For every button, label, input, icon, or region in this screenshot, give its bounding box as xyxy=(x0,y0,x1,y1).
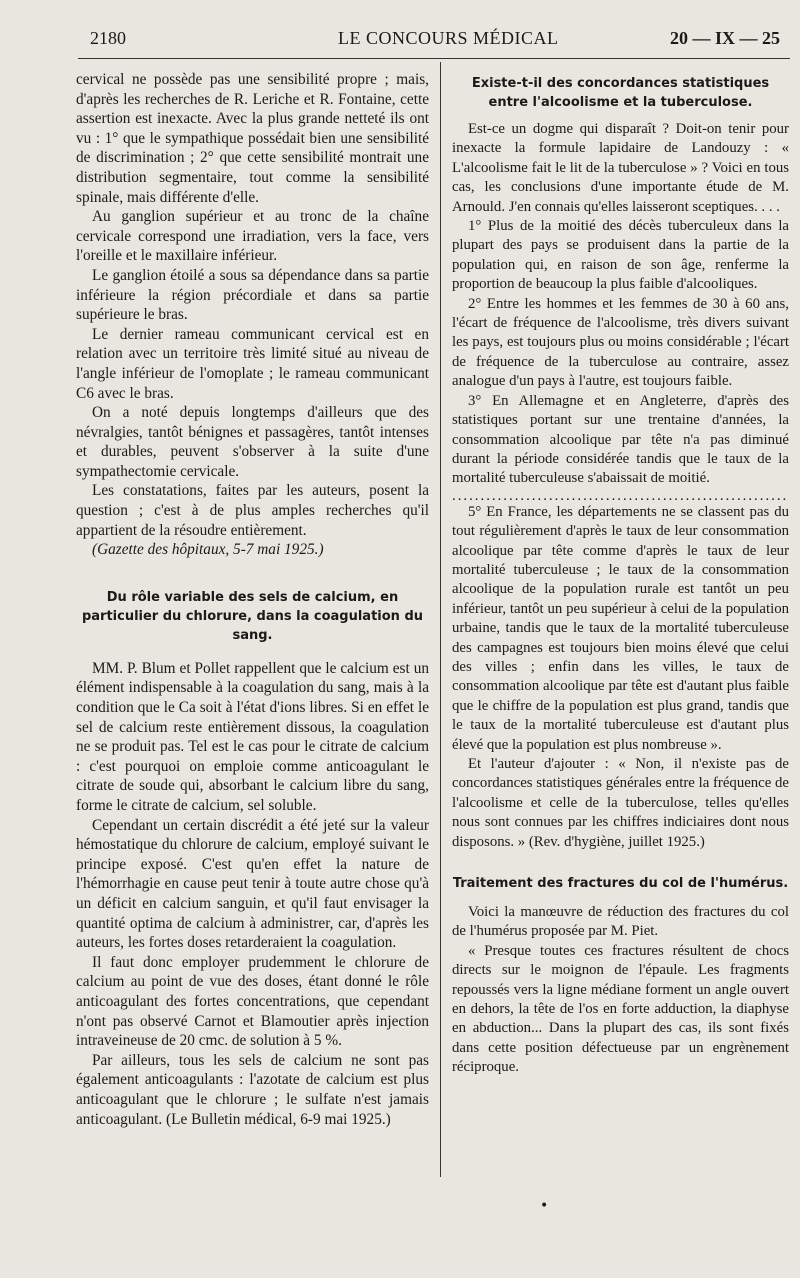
header-rule xyxy=(78,58,790,59)
ellipsis-dots: ........................................................... xyxy=(452,488,789,503)
paragraph: Au ganglion supérieur et au tronc de la chaîne cervicale correspond une irradiation, vers la face, vers l'oreille et le maxillaire inférieur. xyxy=(76,208,429,265)
column-rule xyxy=(440,62,441,1177)
page-header xyxy=(90,28,780,56)
page-number: 2180 xyxy=(90,28,126,48)
paragraph: Le ganglion étoilé a sous sa dépendance dans sa partie inférieure la région précordiale et dans sa partie supérieure le bras. xyxy=(76,266,429,324)
paragraph: Les constatations, faites par les auteurs, posent la question ; c'est à de plus amples recherches qu'il appartient de la résoudre entièrement. xyxy=(76,482,429,539)
paragraph: On a noté depuis longtemps d'ailleurs que des névralgies, tantôt bénignes et passagères, tantôt intenses et durables, peuvent s'observer à la suite d'une sympathectomie cervicale. xyxy=(76,404,429,480)
article-title-alcoolisme: Existe-t-il des concordances statistiques entre l'alcoolisme et la tuberculose. xyxy=(471,76,770,110)
source-citation: (Gazette des hôpitaux, 5-7 mai 1925.) xyxy=(92,541,324,559)
paragraph: Est-ce un dogme qui disparaît ? Doit-on tenir pour inexacte la formule lapidaire de Landouzy : « L'alcoolisme fait le lit de la tuberculose » ? Voici en tous cas, les conclusions d'une importante étude de M. Arnould. J'en connais qu'elles laisseront sceptiques. . . . xyxy=(452,121,789,215)
right-column xyxy=(452,74,789,1078)
article-title-calcium: Du rôle variable des sels de calcium, en particulier du chlorure, dans la coagulation du sang. xyxy=(81,589,424,643)
paragraph: 5° En France, les départements ne se classent pas du tout régulièrement d'après le taux de leur consommation alcoolique par tête comme d'après le taux de leur mortalité tuberculeuse ; le taux de la consommation alcoolique de la population rurale est tantôt un peu inférieur, tantôt un peu supérieur à celui de la population urbaine, tandis que le taux de la mortalité tuberculeuse des campagnes est toujours bien moins élevé que celui des villes ; enfin dans les villes, le taux de consommation alcoolique par tête est d'autant plus faible que le chiffre de la population est plus grand, tandis que le taux de la mortalité tuberculeuse est d'autant plus élevé que la population est plus nombreuse ». xyxy=(452,503,789,753)
paragraph: Le dernier rameau communicant cervical est en relation avec un territoire très limité situé au niveau de l'angle inférieur de l'omoplate ; le rameau communicant C6 avec le bras. xyxy=(76,325,429,402)
paragraph: Par ailleurs, tous les sels de calcium ne sont pas également anticoagulants : l'azotate de calcium est plus anticoagulant que le chlorure ; le sulfate n'est jamais anticoagulant. (Le Bulletin médical, 6-9 mai 1925.) xyxy=(76,1051,429,1128)
paragraph: Et l'auteur d'ajouter : « Non, il n'existe pas de concordances statistiques générales entre la fréquence de l'alcoolisme et celle de la tuberculose, telles qu'elles nous sont connues par les chiffres indiciaires dont nous disposons. » (Rev. d'hygiène, juillet 1925.) xyxy=(452,756,789,850)
article-title-humerus: Traitement des fractures du col de l'humérus. xyxy=(452,876,789,892)
bullet-mark: • xyxy=(540,1198,549,1214)
paragraph: 3° En Allemagne et en Angleterre, d'après des statistiques portant sur une trentaine d'années, la consommation alcoolique par tête n'a pas diminué durant la période considérée tandis que le taux de la mortalité tuberculeuse s'abaissait de moitié. xyxy=(452,392,789,487)
paragraph: 2° Entre les hommes et les femmes de 30 à 60 ans, l'écart de fréquence de l'alcoolisme, très divers suivant les pays, est toujours plus ou moins considérable ; l'écart de fréquence de la tuberculose au contraire, assez analogue d'un pays à l'autre, est toujours faible. xyxy=(452,295,789,390)
paragraph: cervical ne possède pas une sensibilité propre ; mais, d'après les recherches de R. Leriche et R. Fontaine, cette assertion est inexacte. Avec la plus grande netteté ils ont vu : 1° que le sympathique possédait bien une sensibilité de discrimination ; 2° que cette sensibilité montrait une distribution segmentaire, tout comme la sensibilité spinale, mais différente d'elle. xyxy=(76,71,429,206)
paragraph: « Presque toutes ces fractures résultent de chocs directs sur le moignon de l'épaule. Les fragments repoussés vers la ligne médiane forment un angle ouvert en dehors, la tête de l'os en forte adduction, la diaphyse en abduction... Dans la plupart des cas, ils sont fixés dans cette position défectueuse par un engrènement réciproque. xyxy=(452,942,789,1076)
issue-date: 20 — IX — 25 xyxy=(669,28,780,48)
paragraph: 1° Plus de la moitié des décès tuberculeux dans la plupart des pays se produisent dans la partie de la population qui, en raison de son âge, renferme la proportion de beaucoup la plus faible d'alcooliques. xyxy=(452,218,789,293)
paragraph: Cependant un certain discrédit a été jeté sur la valeur hémostatique du chlorure de calcium, employé suivant le principe exposé. C'est qu'en effet la nature de l'hémorrhagie en cause peut tenir à toute autre chose qu'à un déficit en calcium sanguin, et qu'il faut envisager la quantité optima de calcium à administrer, car, d'après les auteurs, les fortes doses retarderaient la coagulation. xyxy=(76,816,429,952)
paragraph: MM. P. Blum et Pollet rappellent que le calcium est un élément indispensable à la coagulation du sang, mais à la condition que le Ca soit à l'état d'ions libres. Si en effet le sel de calcium reste entièrement dissous, la coagulation ne se produit pas. Tel est le cas pour le citrate de calcium : c'est pourquoi on emploie comme anticoagulant le citrate de soude qui, absorbant le calcium libre du sang, forme le citrate de calcium, sel soluble. xyxy=(76,659,429,814)
left-column xyxy=(76,70,429,1129)
paragraph: Voici la manœuvre de réduction des fractures du col de l'humérus proposée par M. Piet. xyxy=(452,904,789,940)
paragraph: Il faut donc employer prudemment le chlorure de calcium au point de vue des doses, étant donné le rôle anticoagulant des fortes concentrations, que cependant n'ont pas observé Carnot et Blamoutier après injection intraveineuse de 20 cmc. de solution à 5 %. xyxy=(76,953,429,1050)
journal-title: LE CONCOURS MÉDICAL xyxy=(338,28,559,48)
